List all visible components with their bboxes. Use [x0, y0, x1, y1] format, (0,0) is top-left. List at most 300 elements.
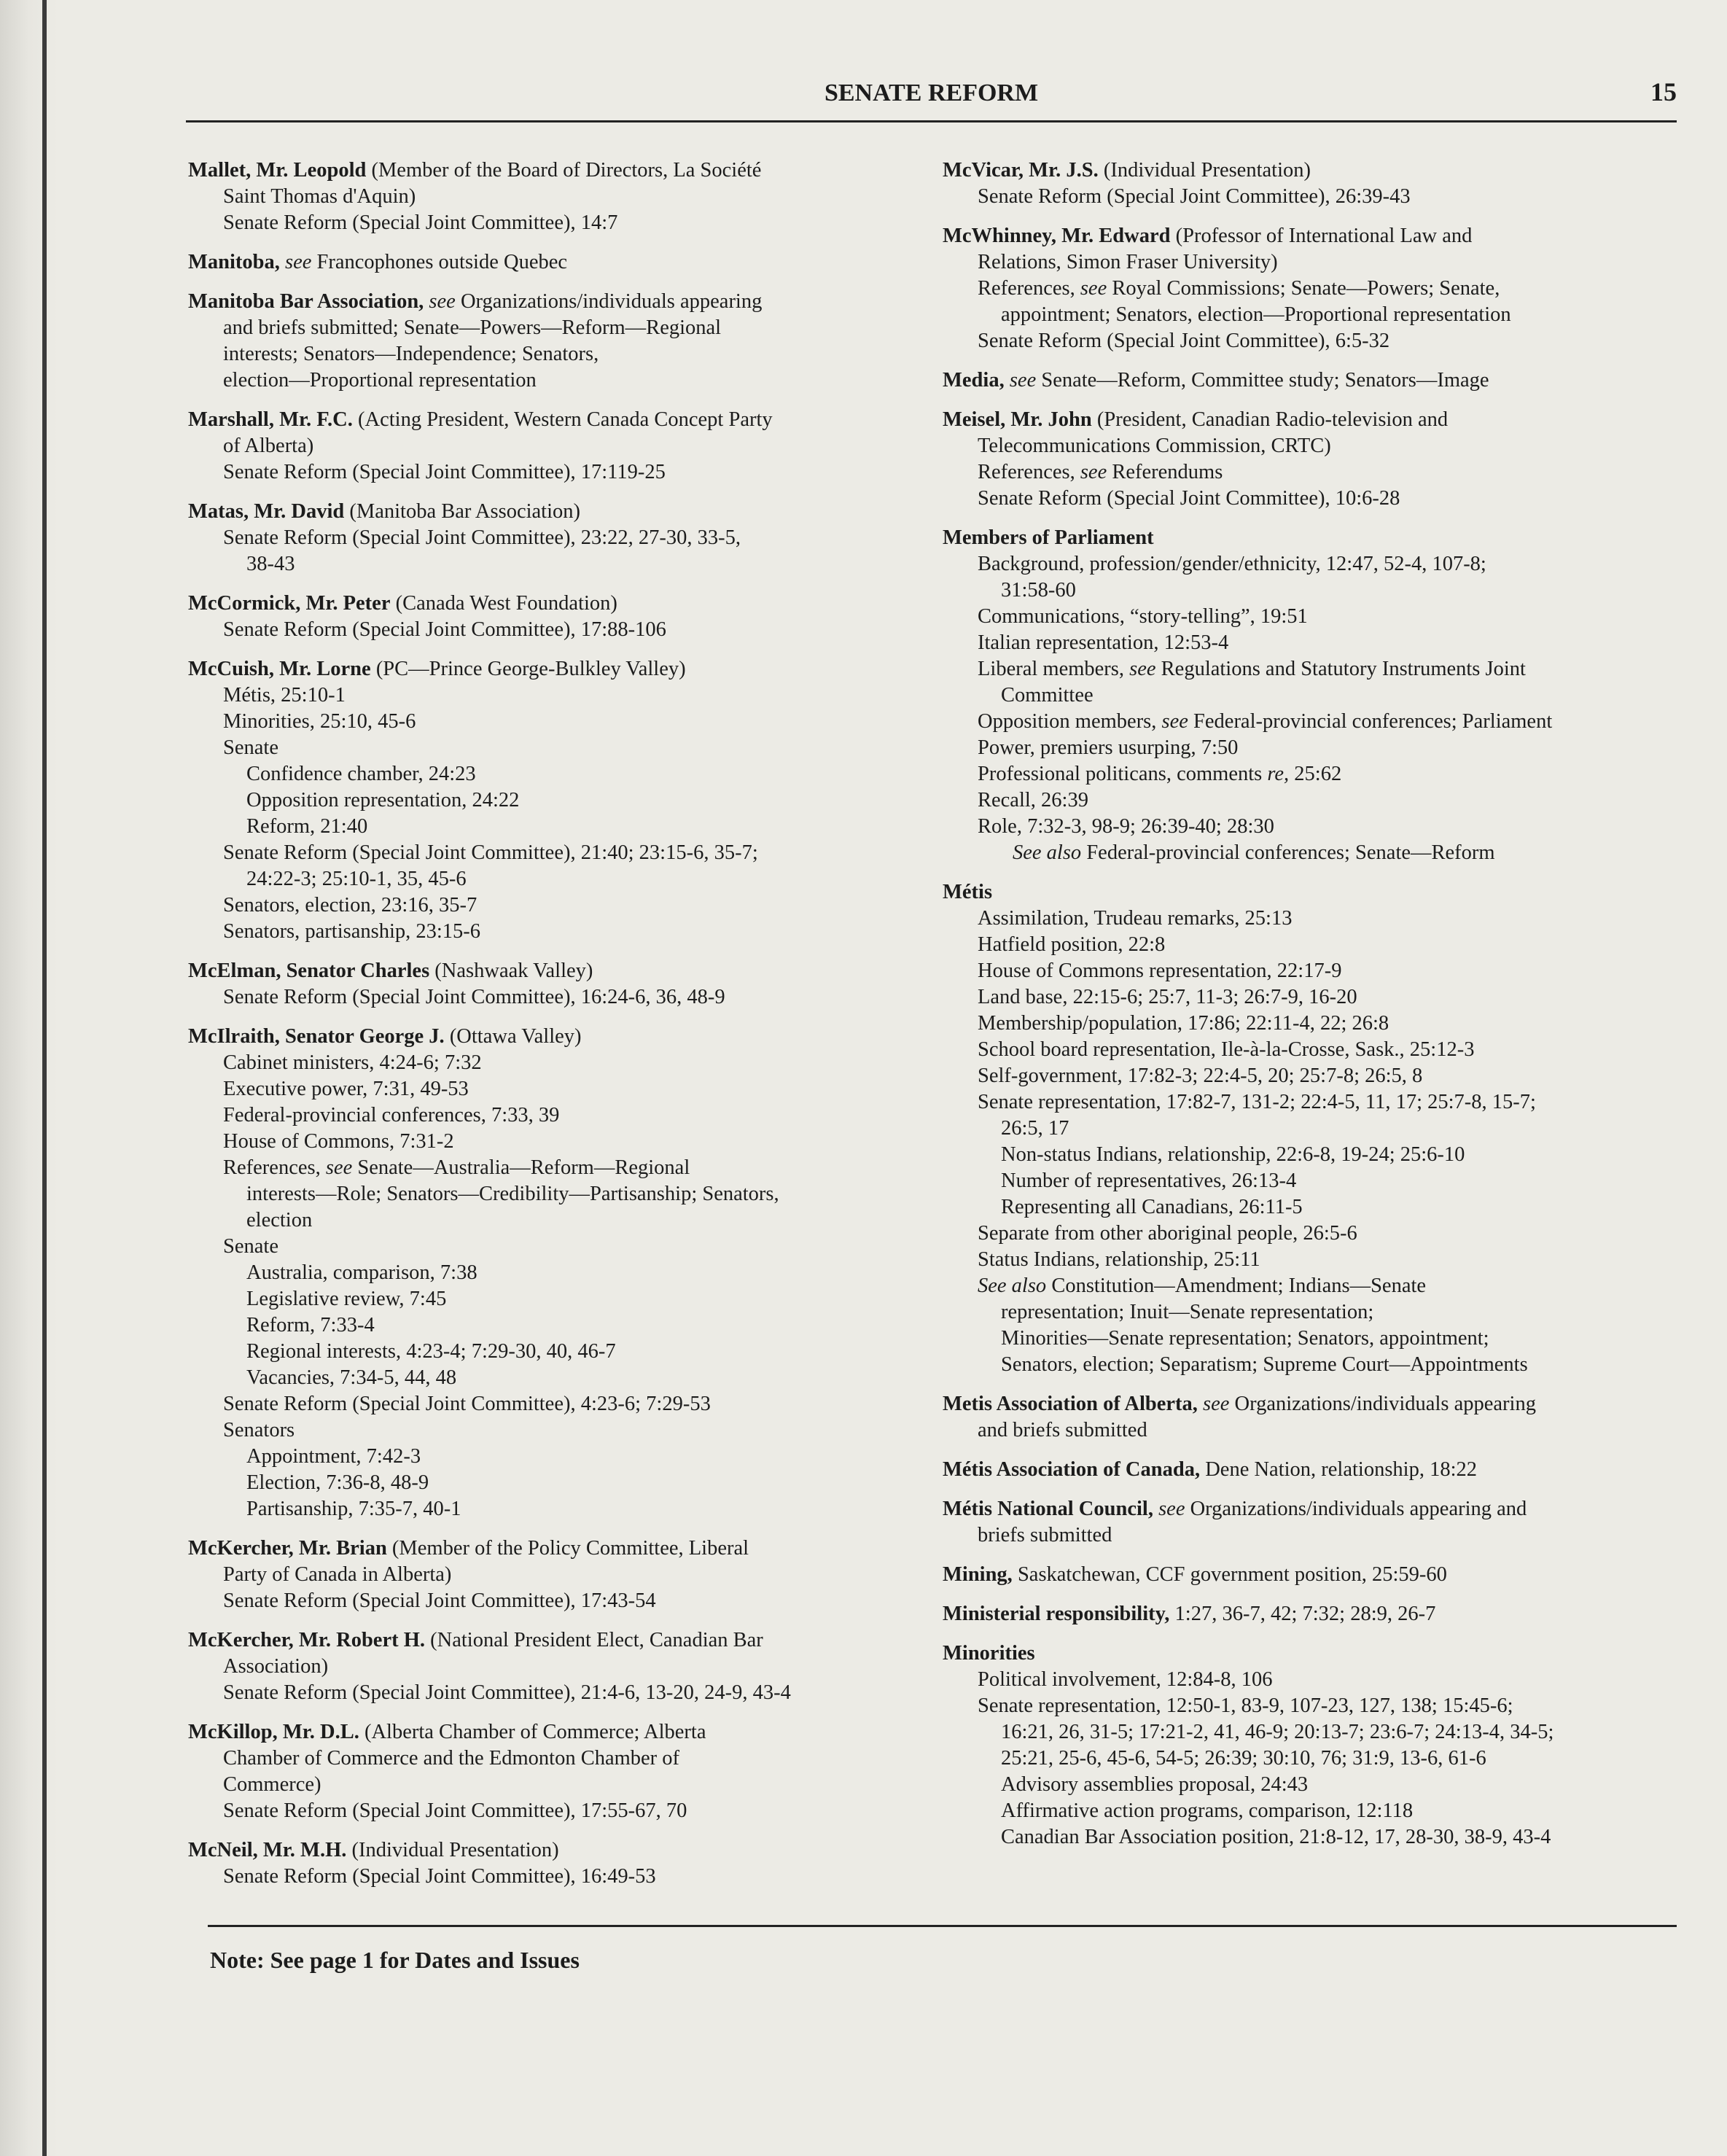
index-subentry	[943, 1037, 1679, 1063]
line-text: Senate representation, 17:82-7, 131-2; 22:4-5, 11, 17; 25:7-8, 15-7;	[978, 1091, 1536, 1113]
line-text: Recall, 26:39	[978, 789, 1088, 812]
line-text: election	[246, 1209, 313, 1231]
footer-note: Note: See page 1 for Dates and Issues	[210, 1947, 580, 1973]
entry-term: Mallet, Mr. Leopold	[188, 159, 367, 182]
index-subentry	[943, 1194, 1679, 1221]
index-subentry	[188, 1772, 924, 1798]
index-subentry	[188, 1129, 924, 1155]
index-subentry	[188, 1798, 924, 1824]
line-text: interests; Senators—Independence; Senators,	[223, 343, 599, 365]
index-subentry	[943, 433, 1679, 459]
index-subentry	[943, 1063, 1679, 1089]
index-subentry	[188, 315, 924, 341]
index-entry	[188, 499, 924, 577]
entry-term: Matas, Mr. David	[188, 500, 345, 523]
line-text: appointment; Senators, election—Proportional representation	[1001, 303, 1511, 326]
line-text: Reform, 21:40	[246, 815, 368, 838]
line-text: Chamber of Commerce and the Edmonton Chamber of	[223, 1747, 680, 1770]
entry-term: Media,	[943, 369, 1005, 392]
entry-term: McNeil, Mr. M.H.	[188, 1839, 347, 1861]
line-text: Number of representatives, 26:13-4	[1001, 1170, 1297, 1192]
cross-reference-marker: see	[325, 1156, 353, 1179]
index-subentry	[188, 1654, 924, 1680]
line-text: Role, 7:32-3, 98-9; 26:39-40; 28:30	[978, 815, 1274, 838]
line-text: 24:22-3; 25:10-1, 35, 45-6	[246, 868, 467, 890]
index-subentry	[943, 906, 1679, 932]
binding-edge	[42, 0, 47, 2156]
line-text: Senate	[223, 1235, 278, 1258]
line-text: (Individual Presentation)	[346, 1839, 559, 1861]
index-entry	[943, 407, 1679, 512]
line-text: Italian representation, 12:53-4	[978, 631, 1229, 654]
line-text: (Individual Presentation)	[1098, 159, 1311, 182]
line-text: Background, profession/gender/ethnicity, 12:47, 52-4, 107-8;	[978, 553, 1486, 575]
line-text: Hatfield position, 22:8	[978, 933, 1166, 956]
line-text: (PC—Prince George-Bulkley Valley)	[370, 658, 686, 680]
index-subentry	[188, 1102, 924, 1129]
index-subentry	[943, 1273, 1679, 1299]
index-heading	[188, 591, 924, 617]
index-entry	[943, 1601, 1679, 1627]
index-subentry	[188, 1365, 924, 1391]
line-text: of Alberta)	[223, 435, 314, 457]
index-subentry	[188, 1391, 924, 1417]
index-subentry	[943, 1326, 1679, 1352]
index-subentry	[188, 367, 924, 394]
index-subentry	[943, 328, 1679, 354]
line-text: 1:27, 36-7, 42; 7:32; 28:9, 26-7	[1169, 1603, 1436, 1625]
line-text: Minorities—Senate representation; Senators, appointment;	[1001, 1327, 1489, 1350]
index-entry	[188, 1536, 924, 1614]
line-text: Partisanship, 7:35-7, 40-1	[246, 1498, 461, 1520]
line-text: Land base, 22:15-6; 25:7, 11-3; 26:7-9, 16-20	[978, 986, 1357, 1008]
index-heading	[188, 958, 924, 984]
line-text: House of Commons representation, 22:17-9	[978, 960, 1342, 982]
line-text: (National President Elect, Canadian Bar	[425, 1629, 763, 1651]
index-entry	[188, 958, 924, 1011]
entry-term: Minorities	[943, 1642, 1035, 1665]
line-text: Assimilation, Trudeau remarks, 25:13	[978, 907, 1293, 930]
index-entry	[188, 1024, 924, 1522]
index-column-left	[188, 157, 924, 1903]
line-text: Power, premiers usurping, 7:50	[978, 736, 1239, 759]
index-subentry	[943, 1116, 1679, 1142]
line-text: House of Commons, 7:31-2	[223, 1130, 454, 1153]
line-text: Cabinet ministers, 4:24-6; 7:32	[223, 1051, 482, 1074]
line-text: Referendums	[1112, 461, 1223, 483]
entry-term: McElman, Senator Charles	[188, 960, 430, 982]
index-subentry	[943, 1417, 1679, 1444]
index-heading	[943, 1601, 1679, 1627]
line-text: 38-43	[246, 553, 295, 575]
line-text: Minorities, 25:10, 45-6	[223, 710, 416, 733]
line-text: Regional interests, 4:23-4; 7:29-30, 40, 46-7	[246, 1340, 616, 1363]
index-subentry	[943, 1719, 1679, 1746]
index-entry	[188, 1837, 924, 1890]
line-text: Senate—Reform, Committee study; Senators—Image	[1041, 369, 1489, 392]
index-subentry	[188, 459, 924, 486]
line-text: Federal-provincial conferences; Senate—Reform	[1086, 841, 1495, 864]
index-subentry	[188, 840, 924, 866]
index-subentry	[943, 814, 1679, 840]
line-text: Senate Reform (Special Joint Committee), 17:55-67, 70	[223, 1799, 687, 1822]
index-subentry	[943, 1667, 1679, 1693]
index-subentry	[188, 1234, 924, 1260]
line-text: Senate Reform (Special Joint Committee), 16:49-53	[223, 1865, 656, 1888]
entry-term: Métis National Council,	[943, 1498, 1153, 1520]
index-subentry	[188, 709, 924, 735]
line-text: (Member of the Board of Directors, La Société	[366, 159, 762, 182]
index-subentry	[943, 932, 1679, 958]
line-text: Senators, partisanship, 23:15-6	[223, 920, 481, 943]
index-entry	[943, 879, 1679, 1378]
line-prefix: Professional politicans, comments	[978, 763, 1268, 785]
line-text: Affirmative action programs, comparison, 12:118	[1001, 1799, 1414, 1822]
index-subentry	[188, 1312, 924, 1339]
index-subentry	[943, 1522, 1679, 1549]
index-subentry	[188, 1444, 924, 1470]
line-text: Senate—Australia—Reform—Regional	[357, 1156, 690, 1179]
index-subentry	[188, 1339, 924, 1365]
index-entry	[188, 249, 924, 276]
index-subentry	[943, 958, 1679, 984]
index-heading	[943, 157, 1679, 184]
entry-term: Meisel, Mr. John	[943, 408, 1092, 431]
line-text: (President, Canadian Radio-television and	[1091, 408, 1449, 431]
line-text: Regulations and Statutory Instruments Joint	[1161, 658, 1526, 680]
entry-term: McKercher, Mr. Brian	[188, 1537, 387, 1560]
line-text: (Alberta Chamber of Commerce; Alberta	[359, 1721, 706, 1743]
index-entry	[943, 1391, 1679, 1444]
line-text: Legislative review, 7:45	[246, 1288, 447, 1310]
index-heading	[943, 879, 1679, 906]
line-text: Vacancies, 7:34-5, 44, 48	[246, 1366, 457, 1389]
line-text: election—Proportional representation	[223, 369, 537, 392]
index-subentry	[943, 840, 1679, 866]
cross-reference-marker: See also	[1013, 841, 1082, 864]
index-subentry	[188, 814, 924, 840]
index-entry	[943, 1641, 1679, 1850]
index-subentry	[188, 1076, 924, 1102]
index-subentry	[943, 1746, 1679, 1772]
line-text: Separate from other aboriginal people, 26:5-6	[978, 1222, 1357, 1245]
index-subentry	[188, 184, 924, 210]
index-column-right	[943, 157, 1679, 1864]
line-text: Commerce)	[223, 1773, 321, 1796]
index-subentry	[943, 1221, 1679, 1247]
line-text: 25:21, 25-6, 45-6, 54-5; 26:39; 30:10, 76; 31:9, 13-6, 61-6	[1001, 1747, 1486, 1770]
line-text: Confidence chamber, 24:23	[246, 763, 476, 785]
cross-reference-marker: see	[285, 251, 312, 273]
line-text: Francophones outside Quebec	[316, 251, 568, 273]
index-subentry	[188, 1050, 924, 1076]
index-subentry	[188, 761, 924, 787]
index-subentry	[943, 787, 1679, 814]
index-entry	[943, 367, 1679, 394]
index-heading	[943, 525, 1679, 551]
index-subentry	[188, 1562, 924, 1588]
index-subentry	[943, 486, 1679, 512]
cross-reference-marker: re,	[1267, 763, 1290, 785]
line-prefix: References,	[223, 1156, 326, 1179]
index-heading	[188, 1536, 924, 1562]
index-subentry	[188, 787, 924, 814]
line-text: Senate representation, 12:50-1, 83-9, 107-23, 127, 138; 15:45-6;	[978, 1694, 1513, 1717]
line-text: Organizations/individuals appearing	[1234, 1393, 1536, 1415]
index-subentry	[943, 459, 1679, 486]
line-text: Senate Reform (Special Joint Committee), 23:22, 27-30, 33-5,	[223, 526, 741, 549]
line-text: (Nashwaak Valley)	[429, 960, 593, 982]
entry-term: Manitoba Bar Association,	[188, 290, 424, 313]
line-text: Senate Reform (Special Joint Committee), 26:39-43	[978, 185, 1411, 208]
line-text: Relations, Simon Fraser University)	[978, 251, 1278, 273]
index-subentry	[188, 682, 924, 709]
index-entry	[943, 157, 1679, 210]
entry-term: McKercher, Mr. Robert H.	[188, 1629, 426, 1651]
index-heading	[188, 499, 924, 525]
line-text: Organizations/individuals appearing and	[1190, 1498, 1527, 1520]
line-prefix: Opposition members,	[978, 710, 1162, 733]
entry-term: Members of Parliament	[943, 526, 1154, 549]
line-text: Committee	[1001, 684, 1093, 707]
line-text: Telecommunications Commission, CRTC)	[978, 435, 1331, 457]
line-prefix: References,	[978, 461, 1080, 483]
index-heading	[188, 1024, 924, 1050]
line-text: Party of Canada in Alberta)	[223, 1563, 452, 1586]
running-title: SENATE REFORM	[824, 79, 1039, 106]
cross-reference-marker: see	[1161, 710, 1188, 733]
line-text: School board representation, Ile-à-la-Crosse, Sask., 25:12-3	[978, 1038, 1475, 1061]
index-heading	[188, 1837, 924, 1864]
page-binding-shadow	[0, 0, 58, 2156]
line-text: interests—Role; Senators—Credibility—Partisanship; Senators,	[246, 1183, 779, 1205]
index-entry	[188, 157, 924, 236]
line-text: Senate Reform (Special Joint Committee), 14:7	[223, 211, 618, 234]
index-entry	[188, 656, 924, 945]
line-text: briefs submitted	[978, 1524, 1112, 1546]
entry-term: Manitoba,	[188, 251, 280, 273]
line-text: (Canada West Foundation)	[390, 592, 617, 615]
entry-term: McCormick, Mr. Peter	[188, 592, 391, 615]
index-subentry	[943, 682, 1679, 709]
index-subentry	[943, 1693, 1679, 1719]
line-text: 31:58-60	[1001, 579, 1076, 602]
line-text: Senate Reform (Special Joint Committee), 6:5-32	[978, 330, 1390, 352]
index-subentry	[188, 1155, 924, 1181]
index-entry	[188, 289, 924, 394]
line-text: Senators, election, 23:16, 35-7	[223, 894, 477, 917]
index-subentry	[943, 249, 1679, 276]
line-text: Membership/population, 17:86; 22:11-4, 22; 26:8	[978, 1012, 1389, 1035]
line-text: Royal Commissions; Senate—Powers; Senate,	[1112, 277, 1500, 300]
entry-term: Marshall, Mr. F.C.	[188, 408, 353, 431]
line-prefix: Liberal members,	[978, 658, 1130, 680]
line-text: Status Indians, relationship, 25:11	[978, 1248, 1260, 1271]
index-subentry	[943, 551, 1679, 577]
index-subentry	[188, 866, 924, 892]
index-subentry	[188, 892, 924, 919]
index-subentry	[188, 735, 924, 761]
index-subentry	[943, 1772, 1679, 1798]
line-text: Saint Thomas d'Aquin)	[223, 185, 416, 208]
index-subentry	[188, 551, 924, 577]
line-text: Association)	[223, 1655, 329, 1678]
page-header	[186, 77, 1677, 122]
line-text: Non-status Indians, relationship, 22:6-8, 19-24; 25:6-10	[1001, 1143, 1465, 1166]
index-subentry	[943, 302, 1679, 328]
line-text: (Manitoba Bar Association)	[344, 500, 580, 523]
line-text: Senate Reform (Special Joint Committee), 10:6-28	[978, 487, 1400, 510]
index-heading	[943, 367, 1679, 394]
entry-term: Métis Association of Canada,	[943, 1458, 1201, 1481]
line-text: Senate Reform (Special Joint Committee), 17:88-106	[223, 618, 666, 641]
line-text: Communications, “story-telling”, 19:51	[978, 605, 1308, 628]
index-subentry	[188, 617, 924, 643]
index-heading	[943, 1457, 1679, 1483]
index-subentry	[943, 709, 1679, 735]
cross-reference-marker: see	[1129, 658, 1156, 680]
index-subentry	[188, 1286, 924, 1312]
index-entry	[188, 1627, 924, 1706]
index-subentry	[188, 1496, 924, 1522]
line-text: Senate	[223, 736, 278, 759]
index-heading	[188, 1627, 924, 1654]
line-text: and briefs submitted; Senate—Powers—Reform—Regional	[223, 316, 722, 339]
index-heading	[943, 1562, 1679, 1588]
index-subentry	[943, 604, 1679, 630]
cross-reference-marker: see	[1080, 461, 1107, 483]
entry-term: McWhinney, Mr. Edward	[943, 225, 1171, 247]
entry-term: McIlraith, Senator George J.	[188, 1025, 445, 1048]
index-subentry	[188, 1746, 924, 1772]
index-subentry	[188, 1680, 924, 1706]
index-heading	[188, 289, 924, 315]
index-subentry	[943, 1299, 1679, 1326]
index-heading	[943, 407, 1679, 433]
cross-reference-marker: see	[1009, 369, 1037, 392]
index-heading	[188, 1719, 924, 1746]
line-text: Appointment, 7:42-3	[246, 1445, 421, 1468]
index-subentry	[188, 525, 924, 551]
line-text: Representing all Canadians, 26:11-5	[1001, 1196, 1303, 1218]
index-entry	[188, 1719, 924, 1824]
index-entry	[943, 1496, 1679, 1549]
line-text: 16:21, 26, 31-5; 17:21-2, 41, 46-9; 20:13-7; 23:6-7; 24:13-4, 34-5;	[1001, 1721, 1554, 1743]
line-text: Australia, comparison, 7:38	[246, 1261, 477, 1284]
line-text: Senate Reform (Special Joint Committee), 21:4-6, 13-20, 24-9, 43-4	[223, 1681, 791, 1704]
index-heading	[188, 157, 924, 184]
entry-term: Metis Association of Alberta,	[943, 1393, 1198, 1415]
index-subentry	[188, 1470, 924, 1496]
line-text: Federal-provincial conferences, 7:33, 39	[223, 1104, 560, 1126]
line-text: Election, 7:36-8, 48-9	[246, 1471, 429, 1494]
index-subentry	[943, 984, 1679, 1011]
line-text: and briefs submitted	[978, 1419, 1147, 1441]
line-text: Métis, 25:10-1	[223, 684, 346, 707]
line-text: Senate Reform (Special Joint Committee), 21:40; 23:15-6, 35-7;	[223, 841, 758, 864]
entry-term: McCuish, Mr. Lorne	[188, 658, 371, 680]
index-subentry	[943, 577, 1679, 604]
index-heading	[943, 223, 1679, 249]
line-text: Senate Reform (Special Joint Committee), 16:24-6, 36, 48-9	[223, 986, 725, 1008]
index-subentry	[943, 1247, 1679, 1273]
entry-term: Ministerial responsibility,	[943, 1603, 1170, 1625]
index-subentry	[943, 184, 1679, 210]
index-subentry	[188, 1260, 924, 1286]
index-subentry	[943, 1089, 1679, 1116]
page-number: 15	[1650, 77, 1677, 106]
line-text: (Member of the Policy Committee, Liberal	[386, 1537, 749, 1560]
cross-reference-marker: see	[1203, 1393, 1230, 1415]
line-text: Senators	[223, 1419, 295, 1441]
line-text: Senate Reform (Special Joint Committee), 4:23-6; 7:29-53	[223, 1393, 711, 1415]
index-subentry	[943, 735, 1679, 761]
line-text: Executive power, 7:31, 49-53	[223, 1078, 469, 1100]
index-entry	[943, 1562, 1679, 1588]
index-entry	[943, 525, 1679, 866]
line-text: representation; Inuit—Senate representation;	[1001, 1301, 1374, 1323]
cross-reference-marker: See also	[978, 1274, 1047, 1297]
index-subentry	[943, 630, 1679, 656]
line-text: Reform, 7:33-4	[246, 1314, 375, 1336]
line-text: Organizations/individuals appearing	[460, 290, 763, 313]
index-subentry	[188, 210, 924, 236]
index-subentry	[943, 656, 1679, 682]
entry-term: McKillop, Mr. D.L.	[188, 1721, 359, 1743]
entry-term: Mining,	[943, 1563, 1013, 1586]
entry-term: Métis	[943, 881, 993, 903]
line-text: 26:5, 17	[1001, 1117, 1069, 1140]
line-text: Canadian Bar Association position, 21:8-12, 17, 28-30, 38-9, 43-4	[1001, 1826, 1551, 1848]
index-subentry	[943, 761, 1679, 787]
cross-reference-marker: see	[1158, 1498, 1185, 1520]
index-entry	[188, 591, 924, 643]
index-entry	[943, 1457, 1679, 1483]
index-subentry	[943, 1352, 1679, 1378]
index-entry	[943, 223, 1679, 354]
line-text: Senate Reform (Special Joint Committee), 17:119-25	[223, 461, 666, 483]
index-heading	[188, 407, 924, 433]
line-text: Political involvement, 12:84-8, 106	[978, 1668, 1273, 1691]
line-text: Constitution—Amendment; Indians—Senate	[1051, 1274, 1427, 1297]
line-text: Federal-provincial conferences; Parliament	[1193, 710, 1553, 733]
line-text: Senators, election; Separatism; Supreme Court—Appointments	[1001, 1353, 1528, 1376]
index-subentry	[943, 1011, 1679, 1037]
line-text: Self-government, 17:82-3; 22:4-5, 20; 25:7-8; 26:5, 8	[978, 1065, 1423, 1087]
cross-reference-marker: see	[1080, 277, 1107, 300]
index-subentry	[188, 1207, 924, 1234]
line-text: Opposition representation, 24:22	[246, 789, 520, 812]
index-subentry	[188, 1417, 924, 1444]
line-text: 25:62	[1294, 763, 1342, 785]
index-subentry	[943, 1798, 1679, 1824]
index-subentry	[943, 276, 1679, 302]
index-subentry	[188, 919, 924, 945]
index-subentry	[188, 341, 924, 367]
index-subentry	[943, 1142, 1679, 1168]
index-subentry	[943, 1168, 1679, 1194]
line-text: Dene Nation, relationship, 18:22	[1200, 1458, 1478, 1481]
cross-reference-marker: see	[429, 290, 456, 313]
line-text: (Acting President, Western Canada Concept Party	[352, 408, 773, 431]
index-heading	[188, 656, 924, 682]
footer-rule	[208, 1925, 1677, 1927]
index-subentry	[188, 433, 924, 459]
index-subentry	[188, 1864, 924, 1890]
index-heading	[943, 1641, 1679, 1667]
line-text: Saskatchewan, CCF government position, 25:59-60	[1012, 1563, 1447, 1586]
index-heading	[188, 249, 924, 276]
